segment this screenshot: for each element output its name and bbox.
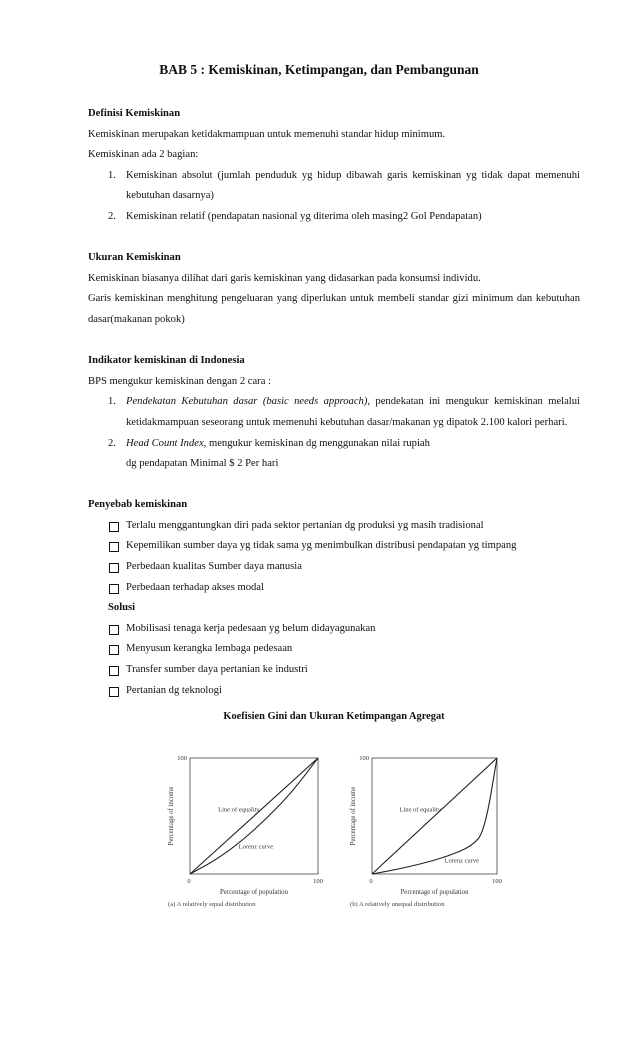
list-item-text: Transfer sumber daya pertanian ke industri	[126, 664, 308, 676]
penyebab-list-item	[88, 516, 580, 537]
solusi-list	[88, 619, 580, 701]
x-tick-label: 0	[187, 878, 191, 885]
penyebab-list-item	[88, 578, 580, 599]
solusi-list-item	[88, 619, 580, 640]
list-number: 1.	[108, 169, 116, 181]
checkbox-bullet-icon	[109, 584, 119, 594]
lorenz-curve-label: Lorenz curve	[444, 857, 479, 865]
list-item-text: Pertanian dg teknologi	[126, 684, 222, 696]
definisi-list	[88, 166, 580, 228]
solusi-list-item	[88, 639, 580, 660]
list-item-text: Perbedaan terhadap akses modal	[126, 581, 264, 593]
list-item-text: Perbedaan kualitas Sumber daya manusia	[126, 561, 302, 573]
list-item-text: , pendekatan ini mengukur kemiskinan melalui ketidakmampuan seseorang untuk memenuhi kebutuhan dasar/makanan yg dipatok 2.100 kalori perhari.	[126, 396, 580, 428]
solusi-list-item	[88, 681, 580, 702]
penyebab-list-item	[88, 557, 580, 578]
checkbox-bullet-icon	[109, 645, 119, 655]
chart-caption: (b) A relatively unequal distribution	[350, 901, 445, 908]
list-item-text: Kemiskinan absolut (jumlah penduduk yg hidup dibawah garis kemiskinan yg tidak dapat memenuhi kebutuhan dasarnya)	[126, 169, 580, 202]
y-tick-label: 100	[177, 755, 187, 762]
list-number: 2.	[108, 437, 116, 449]
list-item-term: Pendekatan Kebutuhan dasar (basic needs approach)	[126, 396, 368, 408]
list-item-text: Terlalu menggantungkan diri pada sektor pertanian dg produksi yg masih tradisional	[126, 519, 484, 531]
list-item-text: Kemiskinan relatif (pendapatan nasional yg diterima oleh masing2 Gol Pendapatan)	[126, 210, 482, 222]
definisi-list-item	[88, 166, 580, 207]
figure-title: Koefisien Gini dan Ukuran Ketimpangan Agregat	[223, 711, 445, 723]
list-item-text: Kepemilikan sumber daya yg tidak sama yg menimbulkan distribusi pendapatan yg timpang	[126, 540, 517, 552]
ukuran-heading: Ukuran Kemiskinan	[88, 252, 181, 264]
page-title: BAB 5 : Kemiskinan, Ketimpangan, dan Pembangunan	[159, 62, 479, 77]
indikator-list	[88, 392, 580, 474]
y-tick-label: 100	[359, 755, 369, 762]
solusi-list-item	[88, 660, 580, 681]
definisi-paragraph-2: Kemiskinan ada 2 bagian:	[88, 149, 199, 161]
line-of-equality-label: Line of equality	[399, 806, 442, 814]
indikator-heading: Indikator kemiskinan di Indonesia	[88, 355, 245, 367]
penyebab-list-item	[88, 536, 580, 557]
indikator-list-item	[88, 392, 580, 433]
list-item-text: Mobilisasi tenaga kerja pedesaan yg belum didayagunakan	[126, 622, 376, 634]
list-item-text-continued: dg pendapatan Minimal $ 2 Per hari	[126, 458, 279, 470]
definisi-list-item	[88, 207, 580, 228]
list-item-text: Menyusun kerangka lembaga pedesaan	[126, 643, 293, 655]
ukuran-paragraph-1: Kemiskinan biasanya dilihat dari garis kemiskinan yang didasarkan pada konsumsi individu.	[88, 272, 481, 284]
indikator-paragraph-1: BPS mengukur kemiskinan dengan 2 cara :	[88, 375, 272, 387]
list-item-term: Head Count Index	[126, 437, 204, 449]
line-of-equality	[190, 758, 318, 874]
list-number: 2.	[108, 210, 116, 222]
definisi-paragraph-1: Kemiskinan merupakan ketidakmampuan untuk memenuhi standar hidup minimum.	[88, 128, 446, 140]
x-axis-label: Percentage of population	[400, 889, 469, 896]
x-tick-label: 100	[313, 878, 323, 885]
list-item-text: , mengukur kemiskinan dg menggunakan nilai rupiah	[203, 437, 430, 449]
chart-caption: (a) A relatively equal distribution	[168, 901, 256, 908]
penyebab-heading: Penyebab kemiskinan	[88, 499, 188, 511]
line-of-equality-label: Line of equality	[218, 806, 260, 814]
penyebab-list	[88, 516, 580, 598]
lorenz-charts-svg	[160, 748, 500, 914]
lorenz-curve-label: Lorenz curve	[238, 843, 274, 851]
ukuran-paragraph-2: Garis kemiskinan menghitung pengeluaran yang diperlukan untuk membeli standar gizi minimum dan kebutuhan dasar(makanan pokok)	[88, 293, 580, 325]
checkbox-bullet-icon	[109, 563, 119, 573]
solusi-heading: Solusi	[108, 602, 136, 614]
x-axis-label: Percentage of population	[220, 889, 288, 896]
definisi-heading: Definisi Kemiskinan	[88, 108, 181, 119]
x-tick-label: 100	[492, 878, 502, 885]
checkbox-bullet-icon	[109, 522, 119, 532]
checkbox-bullet-icon	[109, 666, 119, 676]
checkbox-bullet-icon	[109, 625, 119, 635]
y-axis-label: Percentage of income	[350, 786, 357, 846]
lorenz-figure	[160, 748, 500, 914]
list-number: 1.	[108, 396, 116, 408]
document-body	[88, 104, 580, 728]
y-axis-label: Percentage of income	[168, 786, 175, 846]
checkbox-bullet-icon	[109, 542, 119, 552]
indikator-list-item	[88, 434, 580, 475]
x-tick-label: 0	[369, 878, 373, 885]
checkbox-bullet-icon	[109, 687, 119, 697]
